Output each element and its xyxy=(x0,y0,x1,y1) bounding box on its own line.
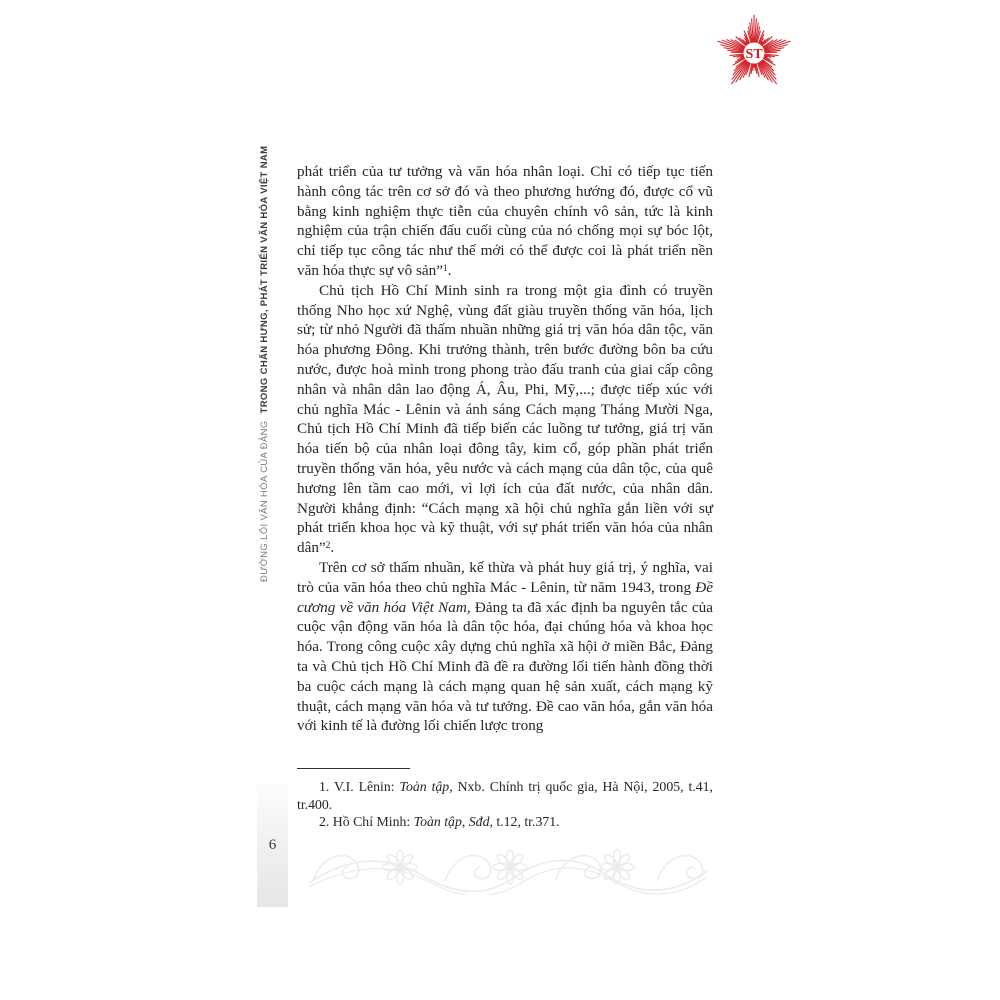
text-run: , Nxb. Chính trị quốc gia, Hà Nội, 2005, t.41, tr.400. xyxy=(297,779,714,812)
page-number-strip xyxy=(257,783,288,907)
text-run: . xyxy=(447,261,452,279)
publisher-star-logo xyxy=(712,13,796,93)
footnote-items xyxy=(297,778,713,831)
footnote xyxy=(297,813,713,831)
footnotes xyxy=(297,768,713,831)
spine-running-title xyxy=(256,145,274,582)
text-run: 1. V.I. Lênin: xyxy=(319,779,400,794)
body-text xyxy=(297,162,713,736)
logo-monogram: ST xyxy=(745,47,763,62)
text-run: Chủ tịch Hồ Chí Minh sinh ra trong một gia đình có truyền thống Nho học xứ Nghệ, vùng đất giàu truyền thống văn hóa, lịch sử; từ nhỏ Người đã thấm nhuần những giá trị văn hóa dân tộc, văn hóa phương Đông. Khi trưởng thành, trên bước đường bôn ba cứu nước, được hoà mình trong phong trào đấu tranh của giai cấp công nhân và nhân dân lao động Á, Âu, Phi, Mỹ,...; được tiếp xúc với chủ nghĩa Mác - Lênin và ánh sáng Cách mạng Tháng Mười Nga, Chủ tịch Hồ Chí Minh đã tiếp biến các luồng tư tưởng, giá trị văn hóa tiến bộ của nhân loại đông tây, kim cổ, góp phần phát triển truyền thống văn hóa, yêu nước và cách mạng của dân tộc, của quê hương lên tầm cao mới, vì lợi ích của đất nước, của nhân dân. Người khẳng định: “Cách mạng xã hội chủ nghĩa gắn liền với sự phát triển khoa học và kỹ thuật, với sự phát triển văn hóa của nhân dân” xyxy=(297,281,713,557)
text-run: . xyxy=(330,539,335,557)
spine-title-bold: TRONG CHẤN HƯNG, PHÁT TRIỂN VĂN HÓA VIỆT NAM xyxy=(259,145,270,414)
paragraph xyxy=(297,558,713,736)
paragraph xyxy=(297,281,713,558)
text-run: Toàn tập xyxy=(413,814,462,830)
footnote-divider xyxy=(297,768,410,769)
paragraph xyxy=(297,162,713,281)
text-run: phát triển của tư tưởng và văn hóa nhân loại. Chỉ có tiếp tục tiến hành công tác trên cơ sở đó và theo phương hướng đó, được cổ vũ bằng kinh nghiệm thực tiễn của chuyên chính vô sản, tức là kinh nghiệm của trận chiến đấu cuối cùng của nó chống mọi sự bóc lột, chỉ tiếp tục công tác như thế mới có thể được coi là phát triển nền văn hóa thực sự vô sản” xyxy=(297,163,713,279)
text-run: , Đảng ta đã xác định ba nguyên tắc của cuộc vận động văn hóa là dân tộc hóa, đại chúng hóa và khoa học hóa. Trong công cuộc xây dựng chủ nghĩa xã hội ở miền Bắc, Đảng ta và Chủ tịch Hồ Chí Minh đã đề ra đường lối tiến hành đồng thời ba cuộc cách mạng là cách mạng quan hệ sản xuất, cách mạng kỹ thuật, cách mạng văn hóa và tư tưởng. Đề cao văn hóa, gắn văn hóa với kinh tế là đường lối chiến lược trong xyxy=(297,598,713,735)
spine-title-regular: ĐƯỜNG LỐI VĂN HÓA CỦA ĐẢNG xyxy=(259,420,270,582)
text-run: Trên cơ sở thấm nhuần, kế thừa và phát huy giá trị, ý nghĩa, vai trò của văn hóa theo chủ nghĩa Mác - Lênin, từ năm 1943, trong xyxy=(297,558,713,596)
text-run: Đề cương về văn hóa Việt Nam xyxy=(297,578,713,616)
footnote xyxy=(297,778,713,813)
text-run: , xyxy=(461,814,469,830)
text-run: , t.12, tr.371. xyxy=(489,814,560,830)
page-number: 6 xyxy=(268,836,277,853)
text-run: 1 xyxy=(442,263,448,274)
text-run: Toàn tập xyxy=(399,779,450,794)
floral-ornament xyxy=(305,837,711,895)
text-run: 2. Hồ Chí Minh: xyxy=(319,814,414,830)
text-run: Sđd xyxy=(468,814,490,830)
text-run: 2 xyxy=(325,540,331,551)
